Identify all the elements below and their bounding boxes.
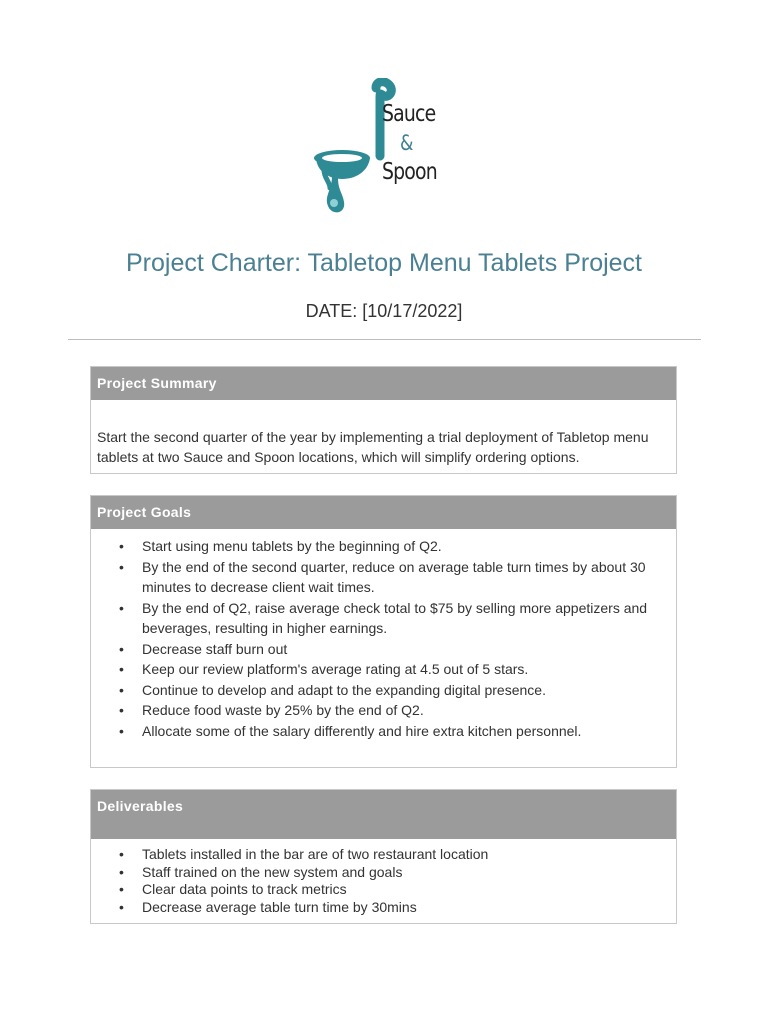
project-goals-header: Project Goals — [91, 496, 676, 529]
deliverable-item: • Staff trained on the new system and goals — [91, 864, 676, 882]
deliverable-item: • Tablets installed in the bar are of two restaurant location — [91, 846, 676, 864]
page-title: Project Charter: Tabletop Menu Tablets Project — [125, 249, 642, 277]
goal-item: • By the end of the second quarter, reduce on average table turn times by about 30 minutes to decrease client wait times. — [91, 557, 676, 598]
divider — [68, 339, 701, 340]
deliverables-section — [90, 789, 677, 924]
deliverables-header: Deliverables — [91, 790, 676, 839]
deliverable-item: • Decrease average table turn time by 30mins — [91, 899, 676, 917]
project-goals-list — [91, 529, 676, 741]
deliverables-list — [91, 839, 676, 916]
goal-item: • Decrease staff burn out — [91, 639, 676, 660]
goal-item: • Continue to develop and adapt to the expanding digital presence. — [91, 680, 676, 701]
project-summary-text: Start the second quarter of the year by implementing a trial deployment of Tabletop menu tablets at two Sauce and Spoon locations, which will simplify ordering options. — [97, 429, 649, 465]
deliverables-body — [91, 839, 676, 916]
sauce-and-spoon-logo — [310, 78, 460, 220]
project-goals-body — [91, 529, 676, 741]
deliverable-item: • Clear data points to track metrics — [91, 881, 676, 899]
project-goals-section — [90, 495, 677, 768]
goal-item: • By the end of Q2, raise average check total to $75 by selling more appetizers and beverages, resulting in higher earnings. — [91, 598, 676, 639]
logo-ampersand: & — [400, 131, 413, 155]
goal-item: • Allocate some of the salary differently and hire extra kitchen personnel. — [91, 721, 676, 742]
goal-item: • Reduce food waste by 25% by the end of Q2. — [91, 700, 676, 721]
project-summary-header: Project Summary — [91, 367, 676, 400]
logo-word-spoon: Spoon — [382, 159, 437, 185]
logo-wordmark — [382, 100, 437, 187]
date-line: DATE: [10/17/2022] — [305, 301, 463, 321]
goal-item: • Start using menu tablets by the beginning of Q2. — [91, 536, 676, 557]
logo-word-sauce: Sauce — [382, 101, 436, 127]
goal-item: • Keep our review platform's average rating at 4.5 out of 5 stars. — [91, 659, 676, 680]
project-summary-section — [90, 366, 677, 474]
